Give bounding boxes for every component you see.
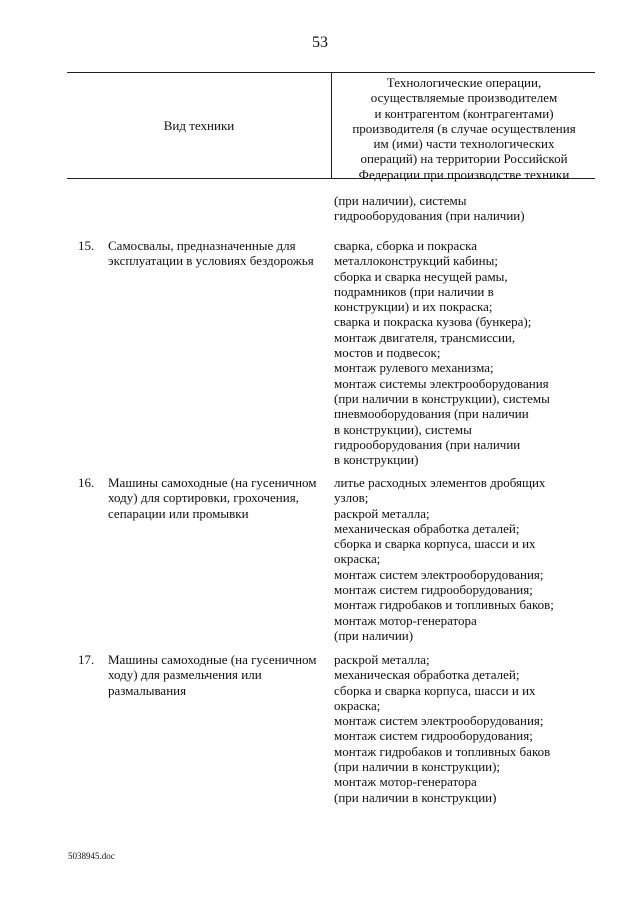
- column-header-operations-line: осуществляемые производителем: [370, 90, 558, 106]
- operation-line: (при наличии в конструкции);: [334, 759, 501, 775]
- operation-line: сварка, сборка и покраска: [334, 238, 477, 253]
- document-file-name: 5038945.doc: [68, 851, 115, 861]
- operation-line: монтаж систем гидрооборудования;: [334, 728, 533, 744]
- equipment-name-line: эксплуатации в условиях бездорожья: [108, 253, 314, 269]
- equipment-name: [108, 475, 326, 521]
- operation-line: монтаж мотор-генератора: [334, 774, 477, 790]
- operation-line: (при наличии): [334, 627, 414, 643]
- column-header-operations-line: им (ими) части технологических: [373, 136, 555, 152]
- operation-line: окраска;: [334, 551, 381, 567]
- equipment-name-line: Машины самоходные (на гусеничном: [108, 652, 317, 667]
- operation-line: пневмооборудования (при наличии: [334, 406, 529, 422]
- continuation-operations: [334, 193, 596, 224]
- operation-line: монтаж мотор-генератора: [334, 612, 477, 628]
- operation-line: механическая обработка деталей;: [334, 520, 520, 536]
- row-number: 15.: [78, 238, 95, 253]
- equipment-name-line: сепарации или промывки: [108, 505, 249, 521]
- equipment-name-line: Машины самоходные (на гусеничном: [108, 475, 317, 490]
- column-header-operations-line: Технологические операции,: [386, 75, 542, 90]
- equipment-name: [108, 652, 326, 698]
- operations-list: [334, 652, 596, 805]
- row-number: 16.: [78, 475, 95, 490]
- operation-line: механическая обработка деталей;: [334, 667, 520, 683]
- equipment-name-line: Самосвалы, предназначенные для: [108, 238, 296, 253]
- operation-line: в конструкции): [334, 452, 419, 468]
- operation-line: монтаж системы электрооборудования: [334, 375, 549, 391]
- operation-line: монтаж двигателя, трансмиссии,: [334, 329, 516, 345]
- operation-line: монтаж систем гидрооборудования;: [334, 582, 533, 598]
- equipment-name-line: ходу) для размельчения или: [108, 667, 262, 683]
- column-header-operations-line: операций) на территории Российской: [360, 151, 568, 167]
- operation-line: окраска;: [334, 697, 381, 713]
- operation-line: сборка и сварка несущей рамы,: [334, 268, 508, 284]
- operation-line: сборка и сварка корпуса, шасси и их: [334, 536, 536, 552]
- row-number: 17.: [78, 652, 95, 667]
- operation-line: металлоконструкций кабины;: [334, 253, 498, 269]
- operation-line: (при наличии в конструкции): [334, 789, 497, 805]
- operation-line: (при наличии), системы: [334, 193, 467, 208]
- column-header-operations: [333, 75, 595, 182]
- operation-line: раскрой металла;: [334, 652, 430, 667]
- operation-line: монтаж гидробаков и топливных баков;: [334, 597, 554, 613]
- operation-line: узлов;: [334, 490, 369, 506]
- operation-line: гидрооборудования (при наличии): [334, 208, 525, 224]
- operation-line: подрамников (при наличии в: [334, 283, 494, 299]
- operation-line: гидрооборудования (при наличии: [334, 436, 521, 452]
- operation-line: литье расходных элементов дробящих: [334, 475, 546, 490]
- column-header-equipment-type: Вид техники: [163, 118, 235, 133]
- operation-line: сварка и покраска кузова (бункера);: [334, 314, 532, 330]
- operation-line: сборка и сварка корпуса, шасси и их: [334, 682, 536, 698]
- equipment-name-line: размалывания: [108, 682, 187, 698]
- page-number: 53: [312, 34, 328, 51]
- operations-list: [334, 238, 596, 467]
- table-header-column-divider: [331, 72, 332, 178]
- operation-line: конструкции) и их покраска;: [334, 299, 493, 315]
- column-header-operations-line: и контрагентом (контрагентами): [374, 105, 554, 121]
- operation-line: (при наличии в конструкции), системы: [334, 390, 550, 406]
- column-header-operations-line: Федерации при производстве техники: [358, 166, 570, 182]
- operation-line: монтаж рулевого механизма;: [334, 360, 494, 376]
- operation-line: раскрой металла;: [334, 505, 430, 521]
- equipment-name-line: ходу) для сортировки, грохочения,: [108, 490, 299, 506]
- operation-line: монтаж гидробаков и топливных баков: [334, 743, 551, 759]
- operation-line: монтаж систем электрооборудования;: [334, 713, 544, 729]
- column-header-operations-line: производителя (в случае осуществления: [352, 120, 576, 136]
- operation-line: монтаж систем электрооборудования;: [334, 566, 544, 582]
- operation-line: мостов и подвесок;: [334, 345, 441, 361]
- operation-line: в конструкции), системы: [334, 421, 472, 437]
- operations-list: [334, 475, 596, 643]
- equipment-name: [108, 238, 326, 269]
